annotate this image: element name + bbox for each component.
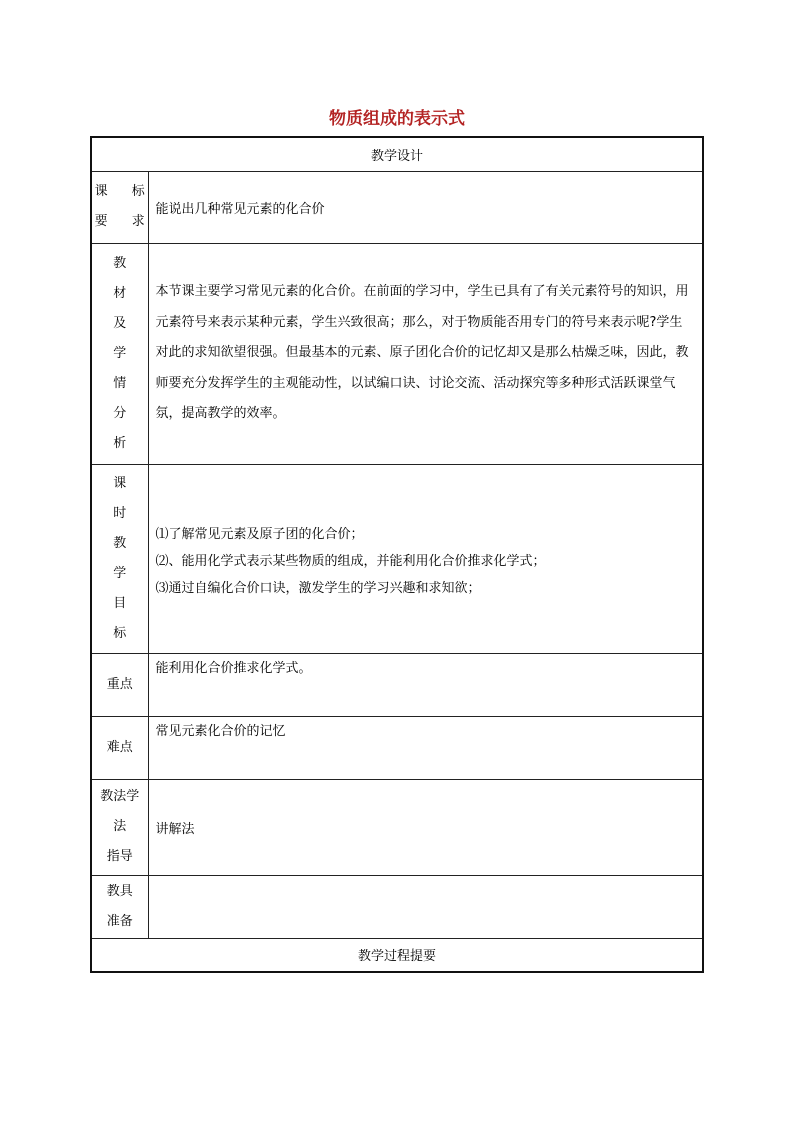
label-method xyxy=(91,779,148,875)
table-footer: 教学过程提要 xyxy=(91,938,703,972)
label-objectives xyxy=(91,464,148,653)
content-tools xyxy=(148,875,703,938)
content-difficulty: 常见元素化合价的记忆 xyxy=(148,716,703,779)
label-line: 课 xyxy=(113,475,127,491)
label-line: 析 xyxy=(113,435,127,451)
label-line: 要 求 xyxy=(94,214,155,229)
label-line: 时 xyxy=(113,505,127,521)
row-objectives xyxy=(91,464,703,653)
content-objectives xyxy=(148,464,703,653)
label-line: 教具 xyxy=(106,883,133,899)
label-line: 课 标 xyxy=(94,184,155,199)
label-tools xyxy=(91,875,148,938)
table-header: 教学设计 xyxy=(91,137,703,171)
label-line: 教 xyxy=(113,255,127,271)
objective-item: ⑴了解常见元素及原子团的化合价； xyxy=(155,527,364,542)
label-analysis xyxy=(91,243,148,464)
content-standard: 能说出几种常见元素的化合价 xyxy=(148,171,703,243)
label-line: 教 xyxy=(113,535,127,551)
label-line: 法 xyxy=(113,819,127,834)
analysis-paragraph: 本节课主要学习常见元素的化合价。在前面的学习中，学生已具有了有关元素符号的知识，用元素符号来表示某种元素，学生兴致很高；那么，对于物质能否用专门的符号来表示呢?学生对此的求知欲望很强。但最基本的元素、原子团化合价的记忆却又是那么枯燥乏味，因此，教师要充分发挥学生的主观能动性，以试编口诀、讨论交流、活动探究等多种形式活跃课堂气氛，提高教学的效率。 xyxy=(155,284,689,422)
label-line: 目 xyxy=(113,595,127,611)
content-key-point: 能利用化合价推求化学式。 xyxy=(148,653,703,716)
label-line: 学 xyxy=(113,345,127,361)
row-difficulty xyxy=(91,716,703,779)
objective-item: ⑶通过自编化合价口诀，激发学生的学习兴趣和求知欲； xyxy=(155,581,481,596)
label-line: 情 xyxy=(113,375,127,391)
label-standard xyxy=(91,171,155,243)
label-line: 及 xyxy=(113,315,127,331)
table-header-row xyxy=(91,137,703,171)
label-line: 学 xyxy=(113,565,127,581)
table-footer-row xyxy=(91,938,703,972)
content-analysis xyxy=(148,243,703,464)
label-line: 准备 xyxy=(106,913,133,929)
objectives-list xyxy=(156,515,696,602)
objective-item: ⑵、能用化学式表示某些物质的组成，并能利用化合价推求化学式； xyxy=(155,554,546,569)
row-key-point xyxy=(91,653,703,716)
label-line: 难点 xyxy=(106,739,133,755)
label-line: 指导 xyxy=(106,849,133,864)
row-analysis xyxy=(91,243,703,464)
content-method: 讲解法 xyxy=(148,779,703,875)
lesson-design-table xyxy=(90,136,704,973)
label-line: 教法学 xyxy=(100,789,140,804)
label-line: 重点 xyxy=(106,676,133,692)
row-method xyxy=(91,779,703,875)
label-difficulty xyxy=(91,716,148,779)
row-standard xyxy=(91,171,703,243)
label-key-point xyxy=(91,653,148,716)
label-line: 材 xyxy=(113,285,127,301)
document-title: 物质组成的表示式 xyxy=(329,109,465,129)
label-line: 标 xyxy=(113,625,127,641)
row-tools xyxy=(91,875,703,938)
label-line: 分 xyxy=(113,405,127,421)
